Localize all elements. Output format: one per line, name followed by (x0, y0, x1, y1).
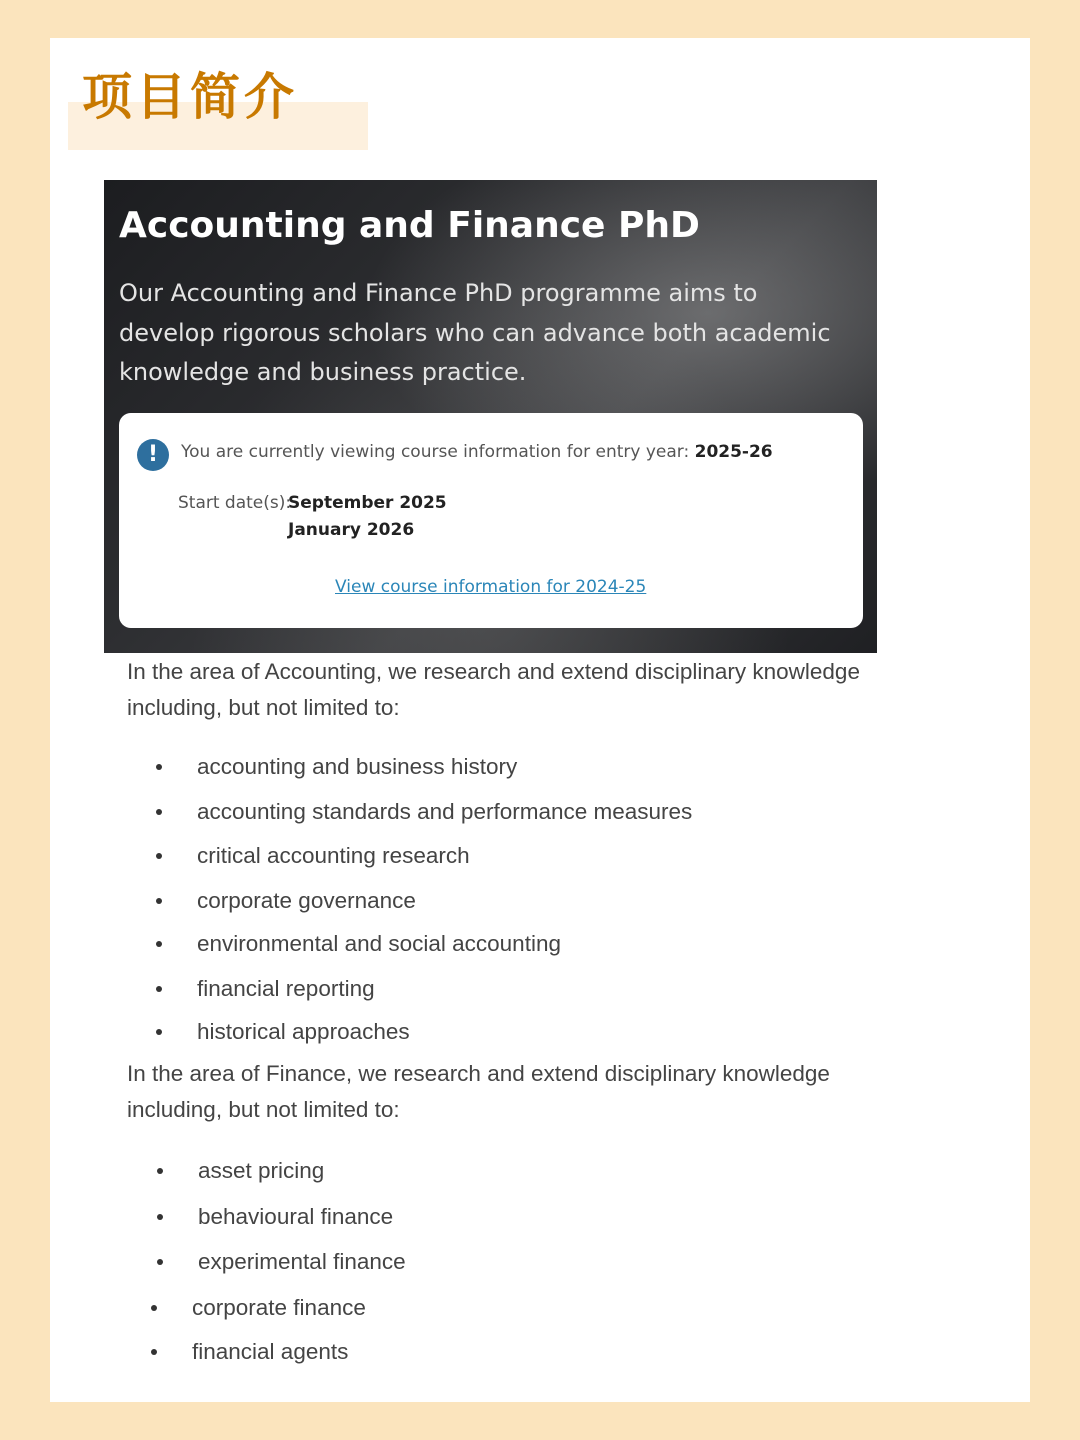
page-title: 项目简介 (82, 68, 298, 126)
list-item: financial reporting (197, 976, 375, 1001)
content-card (50, 38, 1030, 1402)
list-bullet (156, 809, 162, 815)
accounting-intro: In the area of Accounting, we research and extend disciplinary knowledge including, but not limited to: (127, 659, 860, 720)
entry-year-info-box (119, 413, 863, 628)
list-item: historical approaches (197, 1019, 410, 1044)
viewing-notice (181, 442, 773, 462)
list-item: environmental and social accounting (197, 931, 561, 956)
list-item: accounting and business history (197, 754, 518, 779)
start-date: September 2025 (288, 493, 447, 513)
entry-year: 2025-26 (694, 442, 773, 462)
list-item: financial agents (192, 1339, 349, 1364)
list-bullet (151, 1349, 157, 1355)
list-bullet (157, 1168, 163, 1174)
list-item: asset pricing (198, 1158, 325, 1183)
view-previous-year-link[interactable]: View course information for 2024-25 (335, 577, 647, 597)
list-item: behavioural finance (198, 1204, 394, 1229)
viewing-notice-text: You are currently viewing course information for entry year: (181, 442, 690, 462)
list-bullet (156, 941, 162, 947)
list-bullet (156, 898, 162, 904)
list-bullet (156, 764, 162, 770)
course-description: Our Accounting and Finance PhD programme aims to develop rigorous scholars who can advance both academic knowledge and business practice. (119, 279, 831, 386)
course-title: Accounting and Finance PhD (119, 205, 700, 246)
start-dates-label: Start date(s): (178, 493, 292, 513)
list-item: corporate governance (197, 888, 416, 913)
list-item: critical accounting research (197, 843, 470, 868)
list-item: experimental finance (198, 1249, 406, 1274)
start-date: January 2026 (288, 520, 415, 540)
course-hero-banner (104, 180, 877, 653)
list-bullet (151, 1305, 157, 1311)
list-bullet (156, 986, 162, 992)
list-bullet (157, 1259, 163, 1265)
list-bullet (156, 1029, 162, 1035)
list-bullet (156, 853, 162, 859)
finance-intro: In the area of Finance, we research and extend disciplinary knowledge including, but not limited to: (127, 1061, 830, 1122)
list-item: accounting standards and performance measures (197, 799, 693, 824)
info-icon: ! (137, 439, 169, 471)
list-bullet (157, 1214, 163, 1220)
list-item: corporate finance (192, 1295, 366, 1320)
section-heading (68, 66, 368, 152)
